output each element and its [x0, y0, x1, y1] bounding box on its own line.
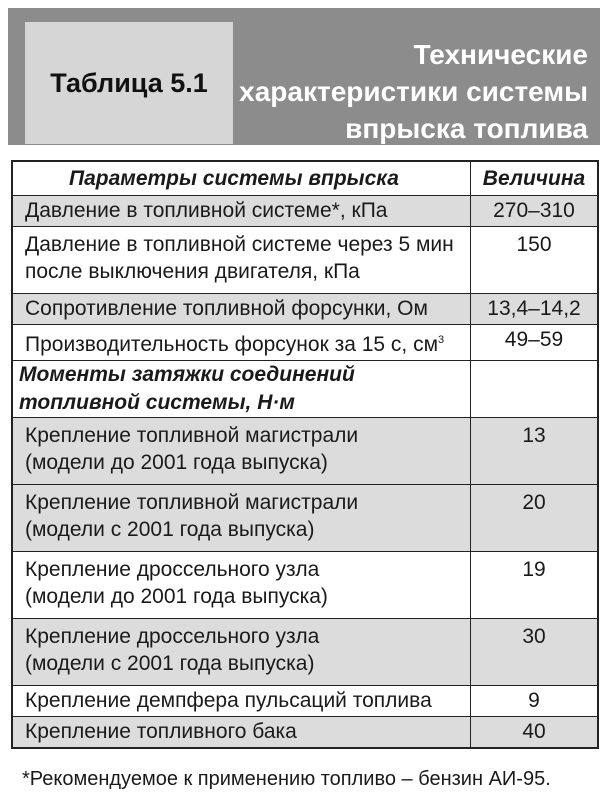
table-row — [12, 619, 598, 686]
row-value: 13 — [471, 418, 599, 485]
section-title: Моменты затяжки соединений топливной системы, Н·м — [12, 361, 471, 418]
empty-cell — [471, 361, 599, 418]
superscript: 3 — [438, 334, 445, 346]
row-value: 13,4–14,2 — [471, 294, 599, 325]
table-title-line: впрыска топлива — [345, 113, 588, 144]
table-row — [12, 196, 598, 227]
row-value: 150 — [471, 227, 599, 294]
row-description: Крепление топливной магистрали (модели до 2001 года выпуска) — [12, 418, 471, 485]
specs-table — [11, 160, 599, 749]
column-header-value: Величина — [471, 161, 599, 196]
table-header-row — [12, 161, 598, 196]
table-label: Таблица 5.1 — [50, 67, 208, 98]
row-description: Производительность форсунок за 15 с, $см^3$ — [12, 325, 471, 361]
row-description: Крепление дроссельного узла (модели до 2001 года выпуска) — [12, 552, 471, 619]
table-row — [12, 717, 598, 749]
row-value: 20 — [471, 485, 599, 552]
row-description: Крепление дроссельного узла (модели с 2001 года выпуска) — [12, 619, 471, 686]
table-label-box — [25, 22, 233, 144]
row-description: Крепление демпфера пульсаций топлива — [12, 686, 471, 717]
header-band — [8, 8, 600, 145]
section-header-row — [12, 361, 598, 418]
row-description: Давление в топливной системе через 5 мин после выключения двигателя, кПа — [12, 227, 471, 294]
column-header-parameters: Параметры системы впрыска — [12, 161, 471, 196]
table-row — [12, 552, 598, 619]
table-row — [12, 227, 598, 294]
table-row — [12, 418, 598, 485]
row-description: Сопротивление топливной форсунки, Ом — [12, 294, 471, 325]
table-title — [218, 36, 588, 147]
row-value: 270–310 — [471, 196, 599, 227]
row-value: 9 — [471, 686, 599, 717]
row-value: 40 — [471, 717, 599, 749]
row-description: Крепление топливной магистрали (модели с 2001 года выпуска) — [12, 485, 471, 552]
row-value: 30 — [471, 619, 599, 686]
table-row — [12, 294, 598, 325]
row-description: Давление в топливной системе*, кПа — [12, 196, 471, 227]
row-value: 49–59 — [471, 325, 599, 361]
table-row — [12, 686, 598, 717]
footnote: *Рекомендуемое к применению топливо – бензин АИ-95. — [22, 768, 551, 790]
table-title-line: характеристики системы — [239, 76, 588, 107]
row-value: 19 — [471, 552, 599, 619]
row-description: Крепление топливного бака — [12, 717, 471, 749]
table-row — [12, 325, 598, 361]
table-title-line: Технические — [413, 39, 588, 70]
table-row — [12, 485, 598, 552]
